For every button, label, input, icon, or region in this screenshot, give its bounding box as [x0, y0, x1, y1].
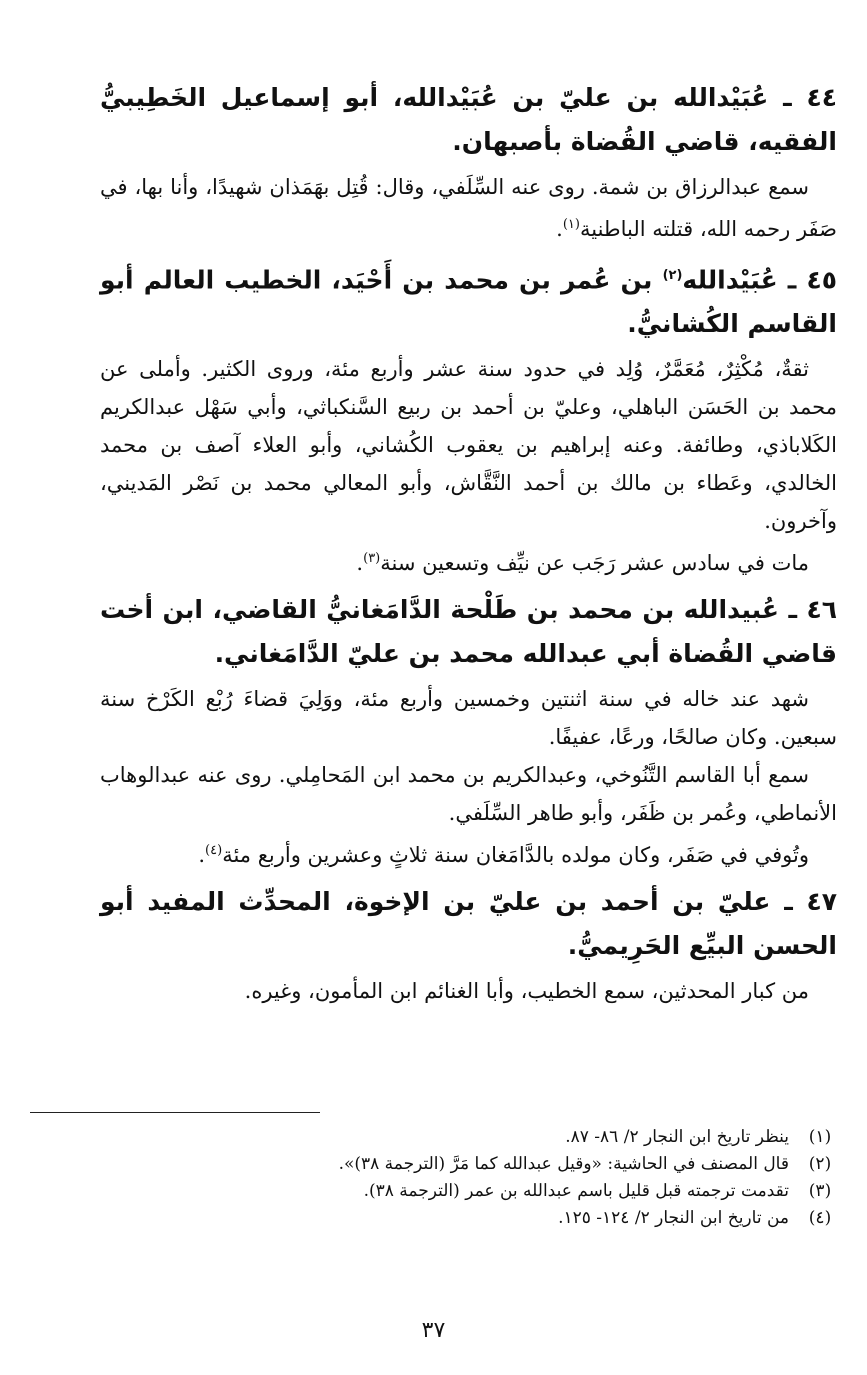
entry-title: عُبَيْدالله بن عليّ بن عُبَيْدالله، أبو إسماعيل الخَطِيبيُّ الفقيه، قاضي القُضاة بأصبهان. — [100, 83, 837, 156]
footnote — [100, 1178, 837, 1205]
footnote-text: قال المصنف في الحاشية: «وقيل عبدالله كما مَرَّ (الترجمة ٣٨)». — [338, 1154, 789, 1174]
entry-heading: ٤٦ ـ عُبيدالله بن محمد بن طَلْحة الدَّامَغانيُّ القاضي، ابن أخت قاضي القُضاة أبي عبدالله محمد بن عليّ الدَّامَغاني. — [100, 595, 837, 669]
entry-heading: ٤٤ ـ عُبَيْدالله بن عليّ بن عُبَيْدالله، أبو إسماعيل الخَطِيبيُّ الفقيه، قاضي القُضاة بأصبهان. — [100, 83, 837, 156]
paragraph: سمع عبدالرزاق بن شمة. روى عنه السِّلَفي، وقال: قُتِل بهَمَذان شهيدًا، وأنا بها، في صَفَر رحمه الله، قتلته الباطنية — [100, 175, 837, 241]
footnote-number: (١) — [808, 1127, 832, 1147]
footnote-ref[interactable]: (٤) — [205, 843, 223, 859]
paragraph: ثقةٌ، مُكْثِرٌ، مُعَمَّرٌ، وُلِد في حدود سنة عشر وأربع مئة، وروى الكثير. وأملى عن محمد بن الحَسَن الباهلي، وعليّ بن أحمد بن ربيع السَّنكباثي، وأبي سَهْل عبدالكريم الكَلاباذي، وطائفة. وعنه إبراهيم بن يعقوب الكُشاني، وأبو العلاء آصف بن محمد الخالدي، وعَطاء بن مالك بن أحمد النَّقَّاش، وأبو المعالي محمد بن نَصْر المَديني، وآخرون. — [100, 357, 837, 534]
entry-number: ٤٦ — [806, 595, 837, 625]
footnote-ref[interactable]: (٣) — [363, 551, 381, 567]
entry-number: ٤٤ — [806, 83, 837, 112]
footnote-number: (٣) — [808, 1181, 832, 1201]
footnote — [100, 1151, 837, 1178]
entry-number: ٤٥ — [806, 265, 837, 295]
paragraph: سمع أبا القاسم التَّنُوخي، وعبدالكريم بن محمد ابن المَحامِلي. روى عنه عبدالوهاب الأنماطي، وعُمر بن ظَفَر، وأبو طاهر السِّلَفي. — [100, 763, 837, 826]
entry-title: عليّ بن أحمد بن عليّ بن الإخوة، المحدِّث المفيد أبو الحسن البيِّع الحَرِيميُّ. — [100, 887, 837, 961]
entry-title-name: عُبَيْدالله — [682, 265, 778, 295]
entry-45 — [100, 254, 837, 582]
paragraph: من كبار المحدثين، سمع الخطيب، وأبا الغنائم ابن المأمون، وغيره. — [244, 979, 809, 1004]
entry-44 — [100, 76, 837, 248]
entry-title: عُبيدالله بن محمد بن طَلْحة الدَّامَغانيُّ القاضي، ابن أخت قاضي القُضاة أبي عبدالله محمد بن عليّ الدَّامَغاني. — [100, 595, 837, 669]
entry-text: شهد عند خاله في سنة اثنتين وخمسين وأربع مئة، ووَلِيَ قضاءَ رُبْع الكَرْخ سنة سبعين. وكان صالحًا، ورعًا، عفيفًا. سمع أبا القاسم التَّنُوخي، وعبدالكريم بن محمد ابن المَحامِلي. روى عنه عبدالوهاب الأنماطي، وعُمر بن ظَفَر، وأبو طاهر السِّلَفي. وتُوفي في صَفَر، وكان مولده بالدَّامَغان سنة ثلاثٍ وعشرين وأربع مئة$^{(٤)}$. — [100, 680, 837, 874]
footnote-divider — [30, 1112, 320, 1113]
entry-heading: ٤٥ ـ عُبَيْدالله$^{(٢)}$ بن عُمر بن محمد بن أَحْيَد، الخطيب العالم أبو القاسم الكُشانيُّ. — [100, 265, 837, 339]
page-body — [100, 70, 837, 1014]
entry-heading: ٤٧ ـ عليّ بن أحمد بن عليّ بن الإخوة، المحدِّث المفيد أبو الحسن البيِّع الحَرِيميُّ. — [100, 887, 837, 961]
footnote-ref[interactable]: (١) — [562, 217, 580, 232]
entry-47 — [100, 880, 837, 1010]
footnote-text: تقدمت ترجمته قبل قليل باسم عبدالله بن عمر (الترجمة ٣٨). — [363, 1181, 789, 1201]
entry-text — [100, 972, 837, 1010]
footnote-number: (٤) — [808, 1208, 832, 1228]
paragraph: مات في سادس عشر رَجَب عن نيِّف وتسعين سنة — [380, 551, 809, 576]
footnote — [100, 1205, 837, 1232]
entry-46 — [100, 588, 837, 874]
footnote-text: ينظر تاريخ ابن النجار ٢/ ٨٦- ٨٧. — [565, 1127, 789, 1147]
footnote-number: (٢) — [808, 1154, 832, 1174]
paragraph: وتُوفي في صَفَر، وكان مولده بالدَّامَغان سنة ثلاثٍ وعشرين وأربع مئة — [222, 843, 809, 868]
footnote-ref[interactable]: (٢) — [662, 268, 683, 283]
footnote-text: من تاريخ ابن النجار ٢/ ١٢٤- ١٢٥. — [558, 1208, 789, 1228]
paragraph: شهد عند خاله في سنة اثنتين وخمسين وأربع مئة، ووَلِيَ قضاءَ رُبْع الكَرْخ سنة سبعين. وكان صالحًا، ورعًا، عفيفًا. — [100, 687, 837, 750]
entry-number: ٤٧ — [806, 887, 837, 917]
entry-text: ثقةٌ، مُكْثِرٌ، مُعَمَّرٌ، وُلِد في حدود سنة عشر وأربع مئة، وروى الكثير. وأملى عن محمد بن الحَسَن الباهلي، وعليّ بن أحمد بن ربيع السَّنكباثي، وأبي سَهْل عبدالكريم الكَلاباذي، وطائفة. وعنه إبراهيم بن يعقوب الكُشاني، وأبو العلاء آصف بن محمد الخالدي، وعَطاء بن مالك بن أحمد النَّقَّاش، وأبو المعالي محمد بن نَصْر المَديني، وآخرون. مات في سادس عشر رَجَب عن نيِّف وتسعين سنة$^{(٣)}$. — [100, 350, 837, 582]
entry-text: سمع عبدالرزاق بن شمة. روى عنه السِّلَفي، وقال: قُتِل بهَمَذان شهيدًا، وأنا بها، في صَفَر رحمه الله، قتلته الباطنية$^{(١)}$. — [100, 175, 837, 241]
page-number: ٣٧ — [421, 1318, 446, 1343]
footnotes — [100, 1124, 837, 1232]
entry-title-rest: بن عُمر بن محمد بن أَحْيَد، الخطيب العالم أبو القاسم الكُشانيُّ. — [100, 265, 837, 339]
footnote — [100, 1124, 837, 1151]
